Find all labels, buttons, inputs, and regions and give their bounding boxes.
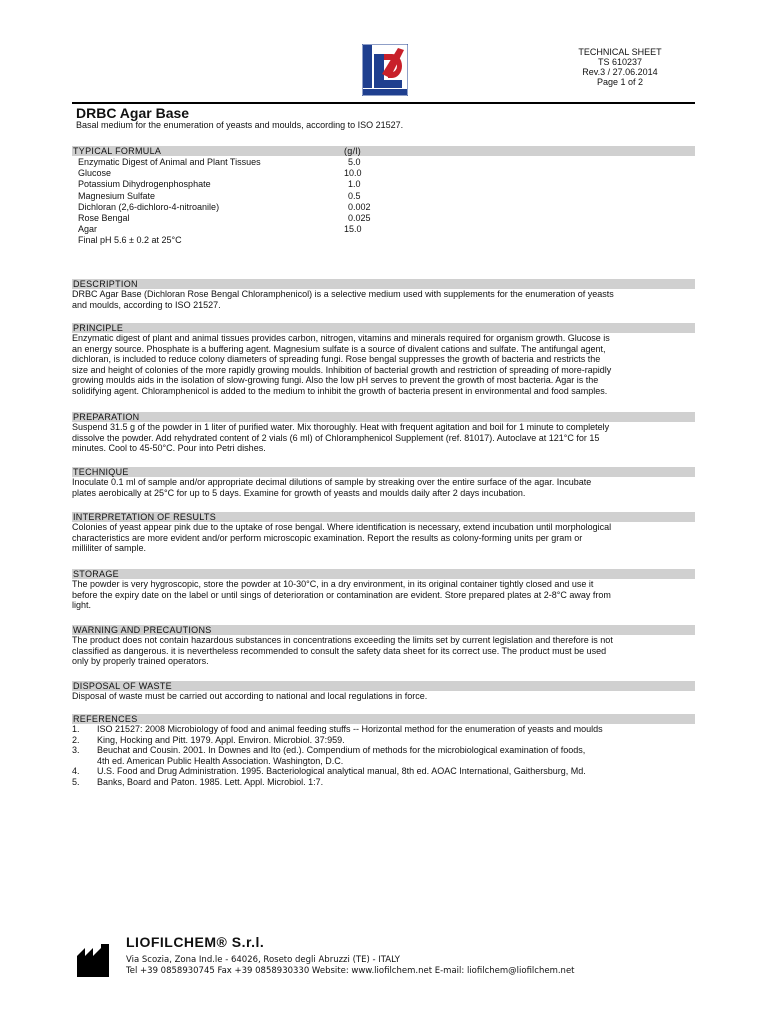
address: Via Scozia, Zona Ind.le - 64026, Roseto degli Abruzzi (TE) - ITALY [126,955,400,965]
section-heading: PREPARATION [72,412,695,422]
warning-section [72,625,695,667]
ingredient-amount: 10.0 [344,168,362,179]
reference-item [72,745,695,766]
reference-item [72,766,695,777]
paragraph-line: Disposal of waste must be carried out according to national and local regulations in force. [72,691,428,701]
paragraph-line: an energy source. Phosphate is a buffering agent. Magnesium sulfate is a source of divalent cations and sulfate. The antifungal agent, [72,343,606,354]
formula-row [72,157,695,168]
paragraph-line: light. [72,600,92,611]
paragraph-line: dissolve the powder. Add rehydrated content of 2 vials (6 ml) of Chloramphenicol Supplement (ref. 81017). Autoclave at 121°C for 15 [72,432,600,443]
formula-row [72,191,695,202]
section-heading: INTERPRETATION OF RESULTS [72,512,695,522]
section-heading: REFERENCES [72,714,695,724]
reference-number: 2. [72,734,80,745]
paragraph-line: dichloran, is included to reduce colony diameters of spreading fungi. Rose bengal suppresses the growth of bacteria and restricts the [72,354,601,365]
section-heading [72,146,695,156]
ingredient-name: Agar [78,224,98,235]
formula-heading: TYPICAL FORMULA [73,146,162,156]
description-section [72,279,695,310]
paragraph-line: minutes. Cool to 45-50°C. Pour into Petri dishes. [72,443,266,454]
ingredient-name: Magnesium Sulfate [78,190,156,201]
reference-item [72,777,695,788]
manufacturer-icon [77,944,109,977]
paragraph-line: size and height of colonies of the more rapidly growing moulds. Inhibition of bacterial growth and restriction of spreading of more-rapidly [72,364,612,375]
ingredient-amount: 0.025 [348,212,371,223]
contact-line: Tel +39 0858930745 Fax +39 0858930330 Website: www.liofilchem.net E-mail: liofilchem@liofilchem.net [126,965,575,976]
ingredient-name: Glucose [78,168,112,179]
paragraph-line: growing moulds aids in the isolation of slow-growing fungi. Also the low pH serves to prevent the growth of most bacteria. Agar is the [72,375,599,386]
preparation-section [72,412,695,454]
sheet-code: TS 610237 [597,57,643,67]
paragraph-line: before the expiry date on the label or until sings of deterioration or contamination are evident. Store prepared plates at 2-8°C away from [72,589,611,600]
ingredient-name: Dichloran (2,6-dichloro-4-nitroanile) [78,201,220,212]
ingredient-name: Potassium Dihydrogenphosphate [78,179,211,190]
ingredient-name: Rose Bengal [78,212,130,223]
liofilchem-logo [362,44,408,96]
principle-section [72,323,695,397]
paragraph-line: The product does not contain hazardous substances in concentrations exceeding the limits set by current legislation and therefore is not [72,635,613,645]
company-name: LIOFILCHEM® S.r.l. [126,934,265,950]
section-heading: DISPOSAL OF WASTE [72,681,695,691]
reference-text: ISO 21527: 2008 Microbiology of food and animal feeding stuffs -- Horizontal method for the enumeration of yeasts and moulds [97,724,603,734]
unit-label: (g/l) [344,146,361,156]
ingredient-amount: 0.5 [348,190,361,201]
paragraph-line: Inoculate 0.1 ml of sample and/or appropriate decimal dilutions of sample by streaking over the entire surface of the agar. Incubate [72,477,592,487]
paragraph-line: DRBC Agar Base (Dichloran Rose Bengal Chloramphenicol) is a selective medium used with supplements for the enumeration of yeasts [72,289,614,299]
revision: Rev.3 / 27.06.2014 [582,67,658,77]
formula-section [72,146,695,247]
section-heading: PRINCIPLE [72,323,695,333]
storage-section [72,569,695,611]
paragraph-line: plates aerobically at 25°C for up to 5 days. Examine for growth of yeasts and moulds daily after 2 days incubation. [72,487,526,498]
subtitle: Basal medium for the enumeration of yeasts and moulds, according to ISO 21527. [76,120,404,130]
paragraph-line: classified as dangerous. it is nevertheless recommended to consult the safety data sheet for its correct use. The product must be used [72,645,607,656]
formula-row [72,224,695,235]
ingredient-amount: 15.0 [344,224,362,235]
document-info [560,47,680,87]
section-heading: STORAGE [72,569,695,579]
company-contacts [126,955,575,976]
paragraph-line: Enzymatic digest of plant and animal tissues provides carbon, nitrogen, vitamins and minerals required for organism growth. Glucose is [72,333,610,343]
ingredient-amount: 0.002 [348,201,371,212]
reference-number: 5. [72,776,80,787]
formula-row [72,168,695,179]
paragraph-line: milliliter of sample. [72,543,147,554]
reference-text: 4th ed. American Public Health Association. Washington, D.C. [97,755,344,766]
page-title: DRBC Agar Base [76,105,190,121]
formula-row [72,202,695,213]
ingredient-amount: 5.0 [348,157,361,167]
paragraph-line: Colonies of yeast appear pink due to the uptake of rose bengal. Where identification is necessary, extend incubation until morphological [72,522,612,532]
section-heading: DESCRIPTION [72,279,695,289]
formula-row [72,179,695,190]
header-rule [72,102,695,104]
reference-number: 1. [72,724,80,734]
final-ph: Final pH 5.6 ± 0.2 at 25°C [78,235,182,246]
reference-text: King, Hocking and Pitt. 1979. Appl. Environ. Microbiol. 37:959. [97,734,345,745]
reference-number: 3. [72,745,80,756]
reference-text: Banks, Board and Paton. 1985. Lett. Appl. Microbiol. 1:7. [97,776,324,787]
reference-item [72,724,695,735]
section-heading: WARNING AND PRECAUTIONS [72,625,695,635]
paragraph-line: Suspend 31.5 g of the powder in 1 liter of purified water. Mix thoroughly. Heat with frequent agitation and boil for 1 minute to completely [72,422,610,432]
formula-row [72,213,695,224]
references-section [72,714,695,788]
ingredient-name: Enzymatic Digest of Animal and Plant Tissues [78,157,261,167]
paragraph-line: and moulds, according to ISO 21527. [72,299,221,310]
reference-number: 4. [72,766,80,777]
section-heading: TECHNIQUE [72,467,695,477]
reference-text: U.S. Food and Drug Administration. 1995. Bacteriological analytical manual, 8th ed. AOAC International, Gaithersburg, Md. [97,766,586,777]
paragraph-line: characteristics are more evident and/or perform microscopic examination. Report the results as colony-forming units per gram or [72,532,583,543]
paragraph-line: only by properly trained operators. [72,656,209,667]
ingredient-amount: 1.0 [348,179,361,190]
technique-section [72,467,695,498]
page-number: Page 1 of 2 [596,77,644,87]
reference-text: Beuchat and Cousin. 2001. In Downes and Ito (ed.). Compendium of methods for the microbiological examination of foods, [97,745,586,756]
tech-sheet-label: TECHNICAL SHEET [578,47,662,57]
interpretation-section [72,512,695,554]
paragraph-line: solidifying agent. Chloramphenicol is added to the medium to inhibit the growth of bacteria present in environmental and food samples. [72,385,608,396]
paragraph-line: The powder is very hygroscopic, store the powder at 10-30°C, in a dry environment, in its original container tightly closed and use it [72,579,594,589]
reference-item [72,735,695,746]
disposal-section [72,681,695,702]
